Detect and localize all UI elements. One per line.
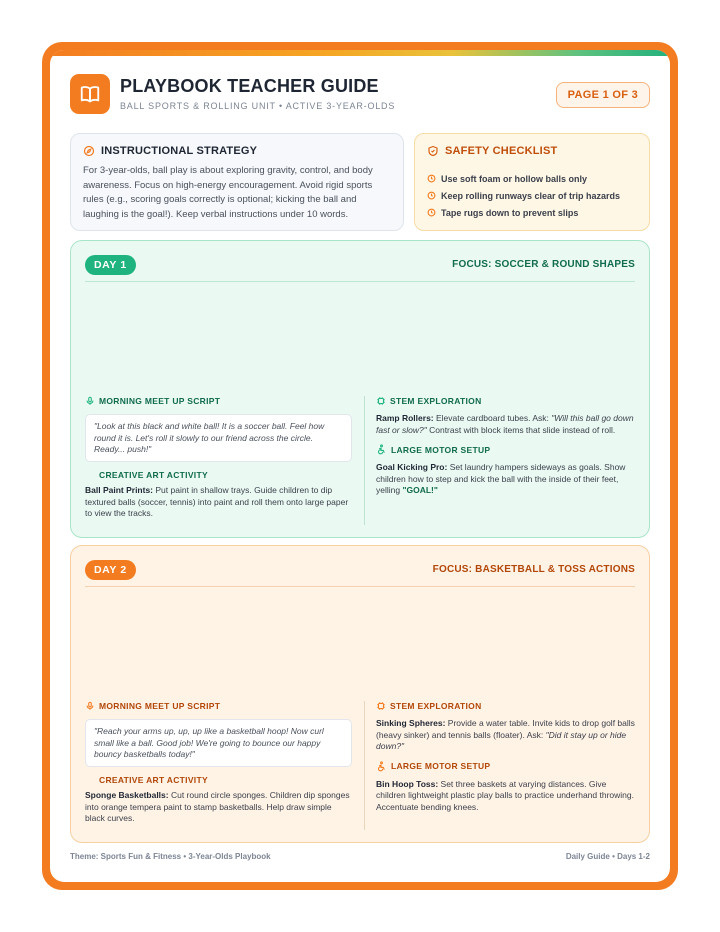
motor-text [376, 462, 635, 497]
safety-heading: SAFETY CHECKLIST [445, 145, 558, 157]
accessibility-icon [376, 444, 387, 455]
clock-icon [427, 208, 436, 217]
footer-theme: Theme: Sports Fun & Fitness • 3-Year-Olds Playbook [70, 852, 271, 861]
day-focus-title: FOCUS: SOCCER & ROUND SHAPES [452, 259, 635, 270]
art-activity-title: Sponge Basketballs: [85, 790, 169, 800]
clock-icon [427, 191, 436, 200]
motor-heading: LARGE MOTOR SETUP [391, 761, 491, 771]
stem-desc-after: Contrast with block items that slide instead of roll. [426, 424, 616, 435]
header-accent-bar [50, 50, 670, 56]
motor-emphasis: "GOAL!" [402, 485, 438, 495]
strategy-text: For 3-year-olds, ball play is about exploring gravity, control, and body awareness. Focus on high-energy encouragement. Avoid rigid sports rules (e.g., scoring goals correctly is optional; kicking the ball and laughing is the goal!). Keep verbal instructions under 10 words. [83, 165, 373, 220]
morning-script-heading: MORNING MEET UP SCRIPT [99, 701, 221, 711]
safety-checklist-panel [414, 133, 650, 231]
safety-item-label: Keep rolling runways clear of trip hazards [441, 190, 621, 201]
chip-icon [376, 396, 386, 406]
page-title: PLAYBOOK TEACHER GUIDE [120, 76, 379, 96]
strategy-heading: INSTRUCTIONAL STRATEGY [101, 145, 258, 157]
art-activity-heading: CREATIVE ART ACTIVITY [99, 470, 208, 480]
stem-heading: STEM EXPLORATION [390, 396, 482, 406]
art-activity-text [85, 485, 352, 520]
book-icon [79, 83, 101, 105]
day-focus-title: FOCUS: BASKETBALL & TOSS ACTIONS [432, 564, 635, 575]
stem-text [376, 718, 635, 753]
motor-text [376, 779, 635, 814]
accessibility-icon [376, 761, 387, 772]
page-subtitle: BALL SPORTS & ROLLING UNIT • ACTIVE 3-YEAR-OLDS [120, 101, 396, 111]
motor-heading: LARGE MOTOR SETUP [391, 444, 491, 455]
page-frame [42, 42, 678, 890]
list-item [427, 187, 637, 204]
list-item [427, 204, 637, 221]
stem-title: Ramp Rollers: [376, 413, 434, 423]
art-activity-heading: CREATIVE ART ACTIVITY [99, 775, 208, 785]
list-item [427, 170, 637, 187]
microphone-icon [85, 396, 95, 406]
page-number-badge: PAGE 1 OF 3 [556, 82, 650, 108]
art-activity-desc: Put paint in shallow trays. Guide children to dip textured balls (soccer, tennis) into paint and roll them onto large paper to view the tracks. [85, 485, 349, 518]
stem-title: Sinking Spheres: [376, 718, 446, 728]
stem-desc: Provide a water table. Invite kids to drop golf balls (heavy sinker) and tennis balls (floater). Ask: [376, 718, 635, 740]
microphone-icon [85, 701, 95, 711]
morning-script-quote: "Look at this black and white ball! It is a soccer ball. Feel how round it is. Let's roll it slowly to our friend across the circle. Ready... push!" [85, 414, 352, 462]
motor-desc: Set laundry hampers sideways as goals. Show children how to step and kick the ball with the inside of their feet, yelling [376, 462, 626, 495]
instructional-strategy-panel [70, 133, 404, 231]
morning-script-heading: MORNING MEET UP SCRIPT [99, 396, 221, 406]
motor-title: Goal Kicking Pro: [376, 462, 448, 472]
compass-icon [83, 145, 95, 157]
motor-desc: Set three baskets at varying distances. Give children lightweight plastic play balls to practice underhand throwing. Accentuate bending knees. [376, 778, 634, 812]
morning-script-quote: "Reach your arms up, up, up like a basketball hoop! Now curl small like a ball. Good job! We're going to bounce our happy bouncy basketballs today!" [85, 719, 352, 767]
safety-item-label: Tape rugs down to prevent slips [441, 207, 579, 218]
guide-page [50, 50, 670, 882]
safety-item-label: Use soft foam or hollow balls only [441, 173, 588, 184]
day-label-badge: DAY 1 [85, 255, 136, 275]
footer-guide-range: Daily Guide • Days 1-2 [565, 852, 650, 861]
safety-list [427, 170, 637, 221]
stem-text [376, 413, 635, 436]
chip-icon [376, 701, 386, 711]
logo-badge [70, 74, 110, 114]
art-activity-text [85, 790, 352, 825]
stem-question: "Did it stay up or hide down?" [376, 729, 627, 751]
page-footer [70, 852, 650, 861]
stem-question: "Will this ball go down fast or slow?" [376, 413, 634, 435]
clock-icon [427, 174, 436, 183]
motor-title: Bin Hoop Toss: [376, 778, 439, 789]
day-1-card [70, 240, 650, 538]
day-label-badge: DAY 2 [85, 560, 136, 580]
shield-icon [427, 145, 439, 157]
art-activity-title: Ball Paint Prints: [85, 485, 154, 495]
stem-heading: STEM EXPLORATION [390, 701, 482, 711]
day-2-card [70, 545, 650, 843]
art-activity-desc: Cut round circle sponges. Children dip sponges into orange tempera paint to stamp basketballs. Help draw simple black curves. [85, 790, 350, 823]
stem-desc: Elevate cardboard tubes. Ask: [433, 413, 552, 423]
